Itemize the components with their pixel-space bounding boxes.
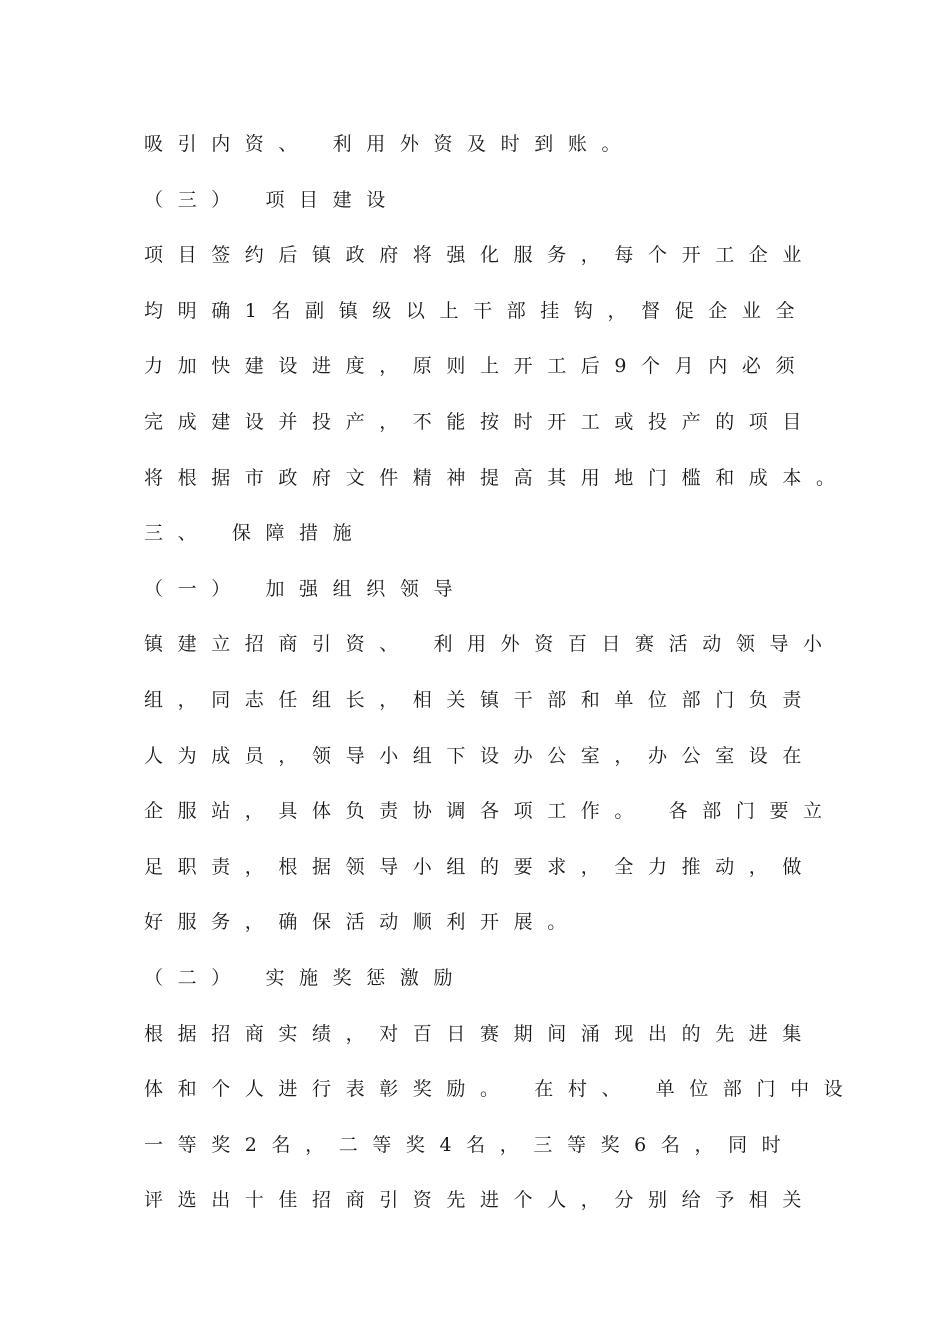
text-line: 企服站，具体负责协调各项工作。 各部门要立 bbox=[144, 800, 837, 823]
text-line: 将根据市政府文件精神提高其用地门槛和成本。 bbox=[144, 466, 850, 489]
chapter-heading: 三、 保障措施 bbox=[144, 522, 367, 545]
text-line: 吸引内资、 利用外资及时到账。 bbox=[144, 133, 636, 155]
text-line: 均明确1名副镇级以上干部挂钩，督促企业全 bbox=[144, 299, 810, 322]
text-line: 完成建设并投产，不能按时开工或投产的项目 bbox=[144, 410, 817, 433]
text-line: 项目签约后镇政府将强化服务，每个开工企业 bbox=[144, 244, 817, 267]
text-line: 足职责，根据领导小组的要求，全力推动，做 bbox=[144, 855, 817, 878]
text-line: 体和个人进行表彰奖励。 在村、 单位部门中设 bbox=[144, 1078, 858, 1101]
section-heading: （三） 项目建设 bbox=[144, 188, 400, 211]
text-line: 评选出十佳招商引资先进个人，分别给予相关 bbox=[144, 1189, 817, 1212]
section-heading: （一） 加强组织领导 bbox=[144, 577, 468, 600]
text-line: 好服务，确保活动顺利开展。 bbox=[144, 911, 581, 934]
text-line: 根据招商实绩，对百日赛期间涌现出的先进集 bbox=[144, 1022, 817, 1045]
document-body bbox=[144, 128, 858, 1240]
text-line: 人为成员，领导小组下设办公室，办公室设在 bbox=[144, 744, 817, 767]
text-line: 一等奖2名，二等奖4名，三等奖6名，同时 bbox=[144, 1133, 796, 1156]
text-line: 组，同志任组长，相关镇干部和单位部门负责 bbox=[144, 688, 817, 711]
section-heading: （二） 实施奖惩激励 bbox=[144, 966, 468, 989]
text-line: 镇建立招商引资、 利用外资百日赛活动领导小 bbox=[144, 633, 837, 656]
text-line: 力加快建设进度，原则上开工后9个月内必须 bbox=[144, 355, 810, 378]
